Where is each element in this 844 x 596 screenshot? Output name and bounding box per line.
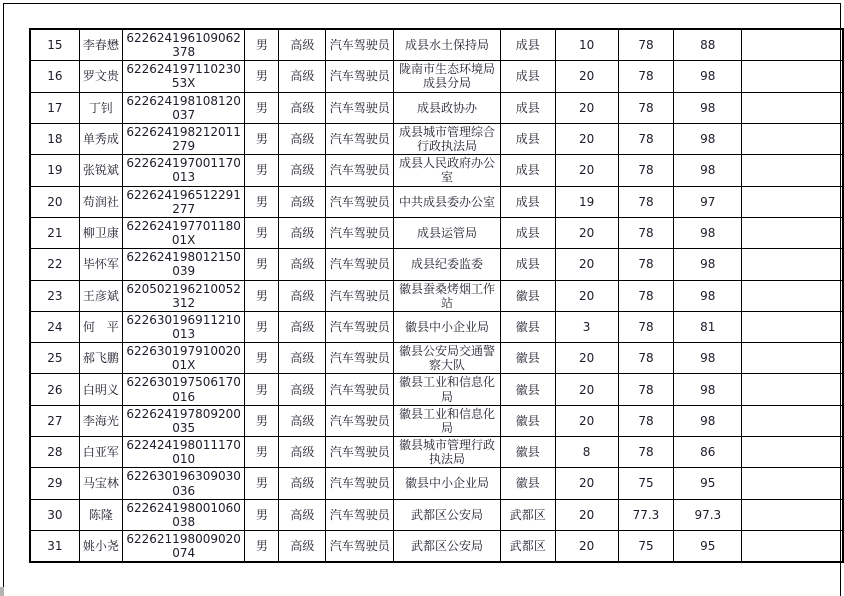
cell-occupation: 汽车驾驶员 — [326, 280, 394, 311]
cell-level: 高级 — [279, 186, 326, 217]
cell-gender: 男 — [245, 311, 279, 342]
cell-score3: 98 — [674, 123, 742, 154]
cell-unit: 武都区公安局 — [394, 499, 501, 530]
cell-score1: 20 — [555, 499, 618, 530]
cell-county: 徽县 — [500, 437, 555, 468]
cell-occupation: 汽车驾驶员 — [326, 155, 394, 186]
cell-county: 徽县 — [500, 405, 555, 436]
cell-gender: 男 — [245, 61, 279, 92]
cell-name: 马宝林 — [79, 468, 122, 499]
cell-blank — [742, 437, 843, 468]
cell-score3: 97 — [674, 186, 742, 217]
cell-gender: 男 — [245, 280, 279, 311]
cell-occupation: 汽车驾驶员 — [326, 92, 394, 123]
cell-score2: 78 — [618, 29, 674, 61]
cell-index: 27 — [30, 405, 79, 436]
cell-unit: 中共成县委办公室 — [394, 186, 501, 217]
cell-unit: 徽县公安局交通警察大队 — [394, 343, 501, 374]
cell-level: 高级 — [279, 531, 326, 563]
cell-name: 王彦斌 — [79, 280, 122, 311]
cell-county: 成县 — [500, 61, 555, 92]
cell-id-number: 622624198001060038 — [122, 499, 245, 530]
cell-score3: 98 — [674, 374, 742, 405]
cell-index: 21 — [30, 217, 79, 248]
cell-score2: 78 — [618, 437, 674, 468]
cell-county: 徽县 — [500, 311, 555, 342]
cell-score3: 88 — [674, 29, 742, 61]
cell-county: 武都区 — [500, 499, 555, 530]
cell-level: 高级 — [279, 280, 326, 311]
cell-level: 高级 — [279, 437, 326, 468]
cell-blank — [742, 468, 843, 499]
bottom-left-corner-shadow — [0, 587, 4, 596]
cell-name: 张锐斌 — [79, 155, 122, 186]
cell-unit: 徽县中小企业局 — [394, 311, 501, 342]
cell-score2: 78 — [618, 92, 674, 123]
cell-index: 22 — [30, 249, 79, 280]
cell-score1: 20 — [555, 531, 618, 563]
cell-level: 高级 — [279, 217, 326, 248]
cell-id-number: 62263019791002001X — [122, 343, 245, 374]
cell-blank — [742, 249, 843, 280]
cell-id-number: 622624196109062378 — [122, 29, 245, 61]
cell-name: 姚小尧 — [79, 531, 122, 563]
cell-name: 毕怀军 — [79, 249, 122, 280]
cell-blank — [742, 61, 843, 92]
cell-score3: 98 — [674, 280, 742, 311]
cell-gender: 男 — [245, 343, 279, 374]
cell-blank — [742, 123, 843, 154]
table-row — [30, 29, 843, 61]
cell-id-number: 622630196309030036 — [122, 468, 245, 499]
cell-blank — [742, 217, 843, 248]
cell-score1: 20 — [555, 374, 618, 405]
cell-gender: 男 — [245, 249, 279, 280]
cell-level: 高级 — [279, 61, 326, 92]
cell-id-number: 622624198108120037 — [122, 92, 245, 123]
cell-score1: 20 — [555, 405, 618, 436]
cell-score1: 20 — [555, 249, 618, 280]
cell-score1: 10 — [555, 29, 618, 61]
cell-blank — [742, 29, 843, 61]
cell-county: 成县 — [500, 186, 555, 217]
table-row — [30, 280, 843, 311]
cell-blank — [742, 186, 843, 217]
cell-occupation: 汽车驾驶员 — [326, 531, 394, 563]
cell-level: 高级 — [279, 92, 326, 123]
cell-index: 19 — [30, 155, 79, 186]
cell-unit: 徽县城市管理行政执法局 — [394, 437, 501, 468]
cell-id-number: 620502196210052312 — [122, 280, 245, 311]
table-row — [30, 437, 843, 468]
cell-id-number: 622630196911210013 — [122, 311, 245, 342]
score-table — [29, 28, 844, 563]
table-row — [30, 531, 843, 563]
cell-score3: 98 — [674, 92, 742, 123]
cell-id-number: 622621198009020074 — [122, 531, 245, 563]
cell-score2: 78 — [618, 123, 674, 154]
cell-name: 苟润社 — [79, 186, 122, 217]
cell-score1: 3 — [555, 311, 618, 342]
cell-county: 武都区 — [500, 531, 555, 563]
cell-unit: 成县政协办 — [394, 92, 501, 123]
cell-occupation: 汽车驾驶员 — [326, 217, 394, 248]
cell-level: 高级 — [279, 155, 326, 186]
cell-score1: 20 — [555, 92, 618, 123]
table-row — [30, 499, 843, 530]
cell-gender: 男 — [245, 437, 279, 468]
cell-level: 高级 — [279, 499, 326, 530]
cell-score1: 20 — [555, 155, 618, 186]
cell-score3: 95 — [674, 531, 742, 563]
cell-unit: 徽县工业和信息化局 — [394, 405, 501, 436]
cell-county: 成县 — [500, 29, 555, 61]
cell-level: 高级 — [279, 29, 326, 61]
cell-level: 高级 — [279, 405, 326, 436]
cell-gender: 男 — [245, 92, 279, 123]
cell-blank — [742, 343, 843, 374]
cell-score2: 78 — [618, 217, 674, 248]
cell-county: 成县 — [500, 249, 555, 280]
cell-gender: 男 — [245, 186, 279, 217]
cell-id-number: 622624198012150039 — [122, 249, 245, 280]
table-row — [30, 311, 843, 342]
cell-score1: 20 — [555, 217, 618, 248]
cell-unit: 徽县蚕桑烤烟工作站 — [394, 280, 501, 311]
cell-index: 29 — [30, 468, 79, 499]
cell-unit: 徽县工业和信息化局 — [394, 374, 501, 405]
cell-name: 郝飞鹏 — [79, 343, 122, 374]
cell-occupation: 汽车驾驶员 — [326, 311, 394, 342]
cell-score2: 77.3 — [618, 499, 674, 530]
cell-id-number: 622624198212011279 — [122, 123, 245, 154]
cell-score2: 78 — [618, 374, 674, 405]
cell-score3: 86 — [674, 437, 742, 468]
cell-score2: 78 — [618, 280, 674, 311]
cell-unit: 徽县中小企业局 — [394, 468, 501, 499]
cell-id-number: 622624197001170013 — [122, 155, 245, 186]
cell-score1: 20 — [555, 61, 618, 92]
cell-county: 成县 — [500, 217, 555, 248]
cell-id-number: 62262419770118001X — [122, 217, 245, 248]
cell-level: 高级 — [279, 249, 326, 280]
cell-blank — [742, 374, 843, 405]
cell-id-number: 62262419711023053X — [122, 61, 245, 92]
cell-occupation: 汽车驾驶员 — [326, 61, 394, 92]
cell-unit: 成县纪委监委 — [394, 249, 501, 280]
cell-blank — [742, 311, 843, 342]
cell-score3: 95 — [674, 468, 742, 499]
cell-score1: 19 — [555, 186, 618, 217]
cell-index: 31 — [30, 531, 79, 563]
cell-score2: 78 — [618, 249, 674, 280]
cell-score3: 98 — [674, 405, 742, 436]
cell-level: 高级 — [279, 311, 326, 342]
cell-score3: 97.3 — [674, 499, 742, 530]
score-table-body — [30, 29, 843, 562]
cell-occupation: 汽车驾驶员 — [326, 405, 394, 436]
cell-blank — [742, 405, 843, 436]
cell-score3: 98 — [674, 155, 742, 186]
cell-id-number: 622424198011170010 — [122, 437, 245, 468]
cell-gender: 男 — [245, 499, 279, 530]
cell-name: 单秀成 — [79, 123, 122, 154]
cell-index: 18 — [30, 123, 79, 154]
cell-score3: 98 — [674, 61, 742, 92]
cell-name: 陈隆 — [79, 499, 122, 530]
cell-gender: 男 — [245, 29, 279, 61]
cell-index: 25 — [30, 343, 79, 374]
cell-county: 成县 — [500, 123, 555, 154]
cell-gender: 男 — [245, 405, 279, 436]
cell-score2: 78 — [618, 343, 674, 374]
cell-score2: 78 — [618, 61, 674, 92]
cell-score2: 75 — [618, 531, 674, 563]
cell-score2: 78 — [618, 155, 674, 186]
table-row — [30, 61, 843, 92]
cell-unit: 成县运管局 — [394, 217, 501, 248]
table-row — [30, 249, 843, 280]
table-row — [30, 468, 843, 499]
table-row — [30, 123, 843, 154]
cell-score3: 81 — [674, 311, 742, 342]
cell-score1: 20 — [555, 468, 618, 499]
cell-blank — [742, 280, 843, 311]
table-row — [30, 155, 843, 186]
cell-level: 高级 — [279, 374, 326, 405]
cell-index: 26 — [30, 374, 79, 405]
cell-occupation: 汽车驾驶员 — [326, 343, 394, 374]
cell-county: 徽县 — [500, 374, 555, 405]
cell-occupation: 汽车驾驶员 — [326, 249, 394, 280]
cell-index: 23 — [30, 280, 79, 311]
cell-score1: 20 — [555, 123, 618, 154]
cell-gender: 男 — [245, 374, 279, 405]
cell-blank — [742, 155, 843, 186]
table-row — [30, 405, 843, 436]
cell-occupation: 汽车驾驶员 — [326, 468, 394, 499]
cell-name: 白亚军 — [79, 437, 122, 468]
cell-occupation: 汽车驾驶员 — [326, 123, 394, 154]
cell-index: 17 — [30, 92, 79, 123]
cell-blank — [742, 531, 843, 563]
cell-unit: 成县人民政府办公室 — [394, 155, 501, 186]
cell-county: 徽县 — [500, 468, 555, 499]
cell-level: 高级 — [279, 343, 326, 374]
cell-county: 徽县 — [500, 280, 555, 311]
cell-gender: 男 — [245, 155, 279, 186]
cell-index: 15 — [30, 29, 79, 61]
cell-blank — [742, 92, 843, 123]
cell-county: 成县 — [500, 155, 555, 186]
cell-id-number: 622624197809200035 — [122, 405, 245, 436]
cell-occupation: 汽车驾驶员 — [326, 29, 394, 61]
cell-score2: 78 — [618, 311, 674, 342]
table-row — [30, 186, 843, 217]
cell-name: 何 平 — [79, 311, 122, 342]
cell-unit: 成县城市管理综合行政执法局 — [394, 123, 501, 154]
table-row — [30, 217, 843, 248]
cell-name: 李春懋 — [79, 29, 122, 61]
cell-gender: 男 — [245, 217, 279, 248]
cell-score1: 8 — [555, 437, 618, 468]
cell-name: 丁钊 — [79, 92, 122, 123]
cell-score3: 98 — [674, 343, 742, 374]
cell-score3: 98 — [674, 249, 742, 280]
cell-gender: 男 — [245, 123, 279, 154]
cell-occupation: 汽车驾驶员 — [326, 374, 394, 405]
cell-county: 成县 — [500, 92, 555, 123]
cell-occupation: 汽车驾驶员 — [326, 437, 394, 468]
cell-index: 24 — [30, 311, 79, 342]
cell-name: 李海光 — [79, 405, 122, 436]
cell-score2: 75 — [618, 468, 674, 499]
cell-score1: 20 — [555, 280, 618, 311]
table-row — [30, 92, 843, 123]
table-row — [30, 343, 843, 374]
cell-name: 柳卫康 — [79, 217, 122, 248]
cell-index: 16 — [30, 61, 79, 92]
table-row — [30, 374, 843, 405]
cell-index: 30 — [30, 499, 79, 530]
cell-index: 20 — [30, 186, 79, 217]
cell-score2: 78 — [618, 405, 674, 436]
cell-id-number: 622624196512291277 — [122, 186, 245, 217]
cell-blank — [742, 499, 843, 530]
cell-occupation: 汽车驾驶员 — [326, 499, 394, 530]
cell-name: 白明义 — [79, 374, 122, 405]
cell-level: 高级 — [279, 468, 326, 499]
cell-gender: 男 — [245, 531, 279, 563]
cell-index: 28 — [30, 437, 79, 468]
cell-id-number: 622630197506170016 — [122, 374, 245, 405]
cell-score2: 78 — [618, 186, 674, 217]
cell-occupation: 汽车驾驶员 — [326, 186, 394, 217]
cell-unit: 成县水土保持局 — [394, 29, 501, 61]
cell-level: 高级 — [279, 123, 326, 154]
cell-county: 徽县 — [500, 343, 555, 374]
cell-unit: 陇南市生态环境局成县分局 — [394, 61, 501, 92]
cell-score1: 20 — [555, 343, 618, 374]
cell-score3: 98 — [674, 217, 742, 248]
cell-unit: 武都区公安局 — [394, 531, 501, 563]
cell-gender: 男 — [245, 468, 279, 499]
cell-name: 罗文贵 — [79, 61, 122, 92]
